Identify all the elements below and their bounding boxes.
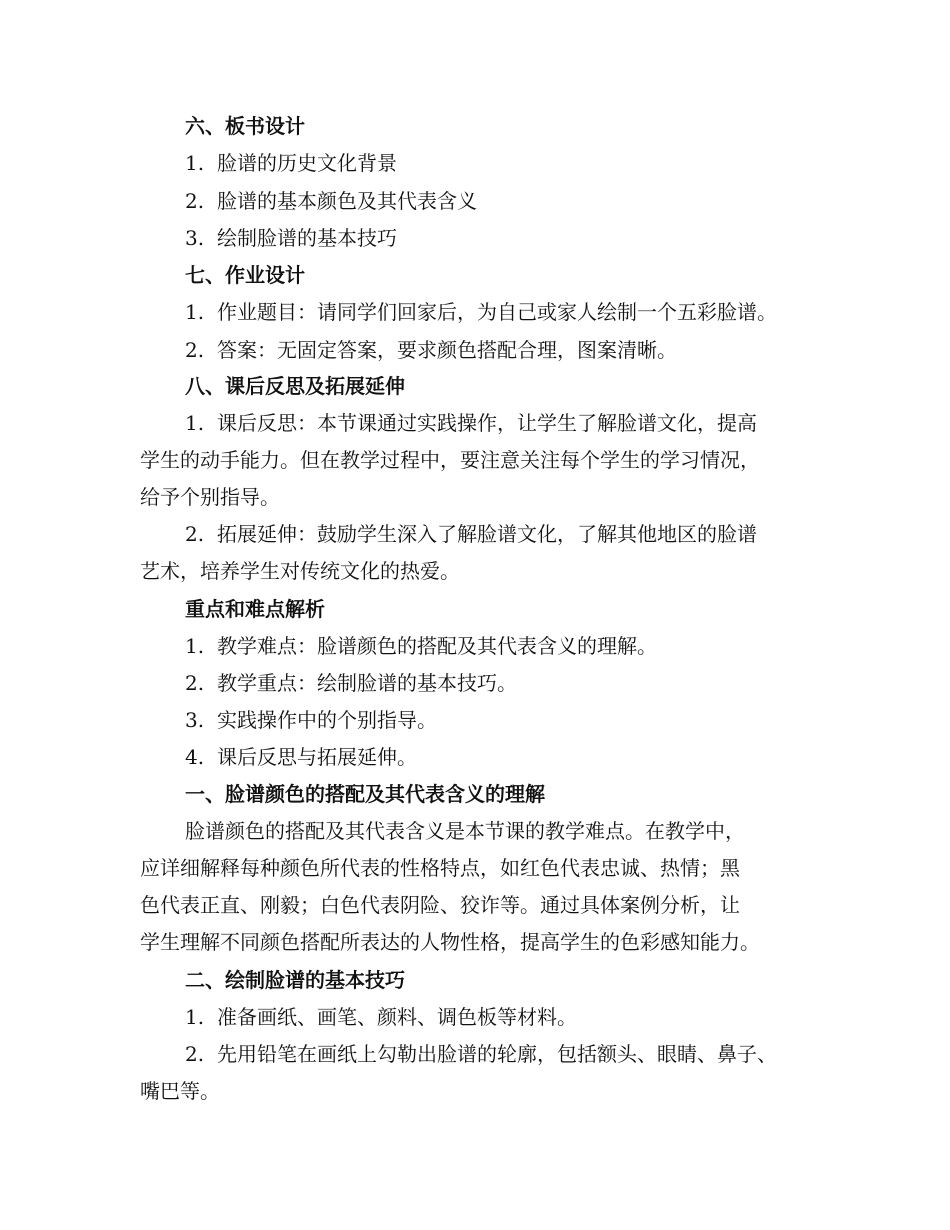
list-number: 1. — [185, 634, 205, 658]
list-item — [185, 706, 865, 734]
paragraph-line: 色代表正直、刚毅；白色代表阴险、狡诈等。通过具体案例分析，让 — [140, 893, 740, 917]
list-text: 绘制脸谱的基本技巧 — [217, 226, 397, 250]
list-text: 脸谱的历史文化背景 — [217, 151, 397, 175]
section-heading-board-design: 六、板书设计 — [185, 114, 305, 138]
paragraph-text: 拓展延伸：鼓励学生深入了解脸谱文化，了解其他地区的脸谱 — [217, 522, 757, 546]
list-number: 2. — [185, 189, 205, 213]
list-text: 教学难点：脸谱颜色的搭配及其代表含义的理解。 — [217, 634, 657, 658]
list-text: 答案：无固定答案，要求颜色搭配合理，图案清晰。 — [217, 338, 677, 362]
section-heading-reflection: 八、课后反思及拓展延伸 — [185, 374, 405, 398]
paragraph-line: 学生的动手能力。但在教学过程中，要注意关注每个学生的学习情况， — [140, 448, 760, 472]
list-item — [185, 743, 865, 771]
list-number: 1. — [185, 411, 205, 435]
paragraph-line: 艺术，培养学生对传统文化的热爱。 — [140, 559, 460, 583]
paragraph-line: 脸谱颜色的搭配及其代表含义是本节课的教学难点。在教学中， — [185, 819, 745, 843]
paragraph-line: 嘴巴等。 — [140, 1079, 220, 1103]
section-heading-color-meaning: 一、脸谱颜色的搭配及其代表含义的理解 — [185, 782, 545, 806]
section-heading-homework: 七、作业设计 — [185, 263, 305, 287]
list-text: 实践操作中的个别指导。 — [217, 708, 437, 732]
list-item — [185, 149, 865, 177]
paragraph-line: 给予个别指导。 — [140, 485, 280, 509]
list-text: 准备画纸、画笔、颜料、调色板等材料。 — [217, 1005, 577, 1029]
list-number: 1. — [185, 1005, 205, 1029]
paragraph-line — [185, 1040, 865, 1068]
list-number: 1. — [185, 300, 205, 324]
list-number: 2. — [185, 671, 205, 695]
list-item — [185, 187, 865, 215]
paragraph-line — [185, 409, 865, 437]
paragraph-line: 学生理解不同颜色搭配所表达的人物性格，提高学生的色彩感知能力。 — [140, 930, 760, 954]
list-item — [185, 298, 865, 326]
list-number: 2. — [185, 338, 205, 362]
list-number: 1. — [185, 151, 205, 175]
list-text: 作业题目：请同学们回家后，为自己或家人绘制一个五彩脸谱。 — [217, 300, 777, 324]
list-number: 3. — [185, 226, 205, 250]
list-text: 脸谱的基本颜色及其代表含义 — [217, 189, 477, 213]
list-number: 3. — [185, 708, 205, 732]
list-number: 2. — [185, 522, 205, 546]
list-item — [185, 1003, 865, 1031]
paragraph-line: 应详细解释每种颜色所代表的性格特点，如红色代表忠诚、热情；黑 — [140, 856, 740, 880]
paragraph-text: 课后反思：本节课通过实践操作，让学生了解脸谱文化，提高 — [217, 411, 757, 435]
list-item — [185, 336, 865, 364]
section-heading-key-points: 重点和难点解析 — [185, 597, 325, 621]
list-text: 教学重点：绘制脸谱的基本技巧。 — [217, 671, 517, 695]
paragraph-line — [185, 520, 865, 548]
list-item — [185, 632, 865, 660]
list-text: 课后反思与拓展延伸。 — [217, 745, 417, 769]
section-heading-drawing-skills: 二、绘制脸谱的基本技巧 — [185, 968, 405, 992]
paragraph-text: 先用铅笔在画纸上勾勒出脸谱的轮廓，包括额头、眼睛、鼻子、 — [217, 1042, 777, 1066]
list-number: 4. — [185, 745, 205, 769]
list-item — [185, 669, 865, 697]
list-number: 2. — [185, 1042, 205, 1066]
list-item — [185, 224, 865, 252]
